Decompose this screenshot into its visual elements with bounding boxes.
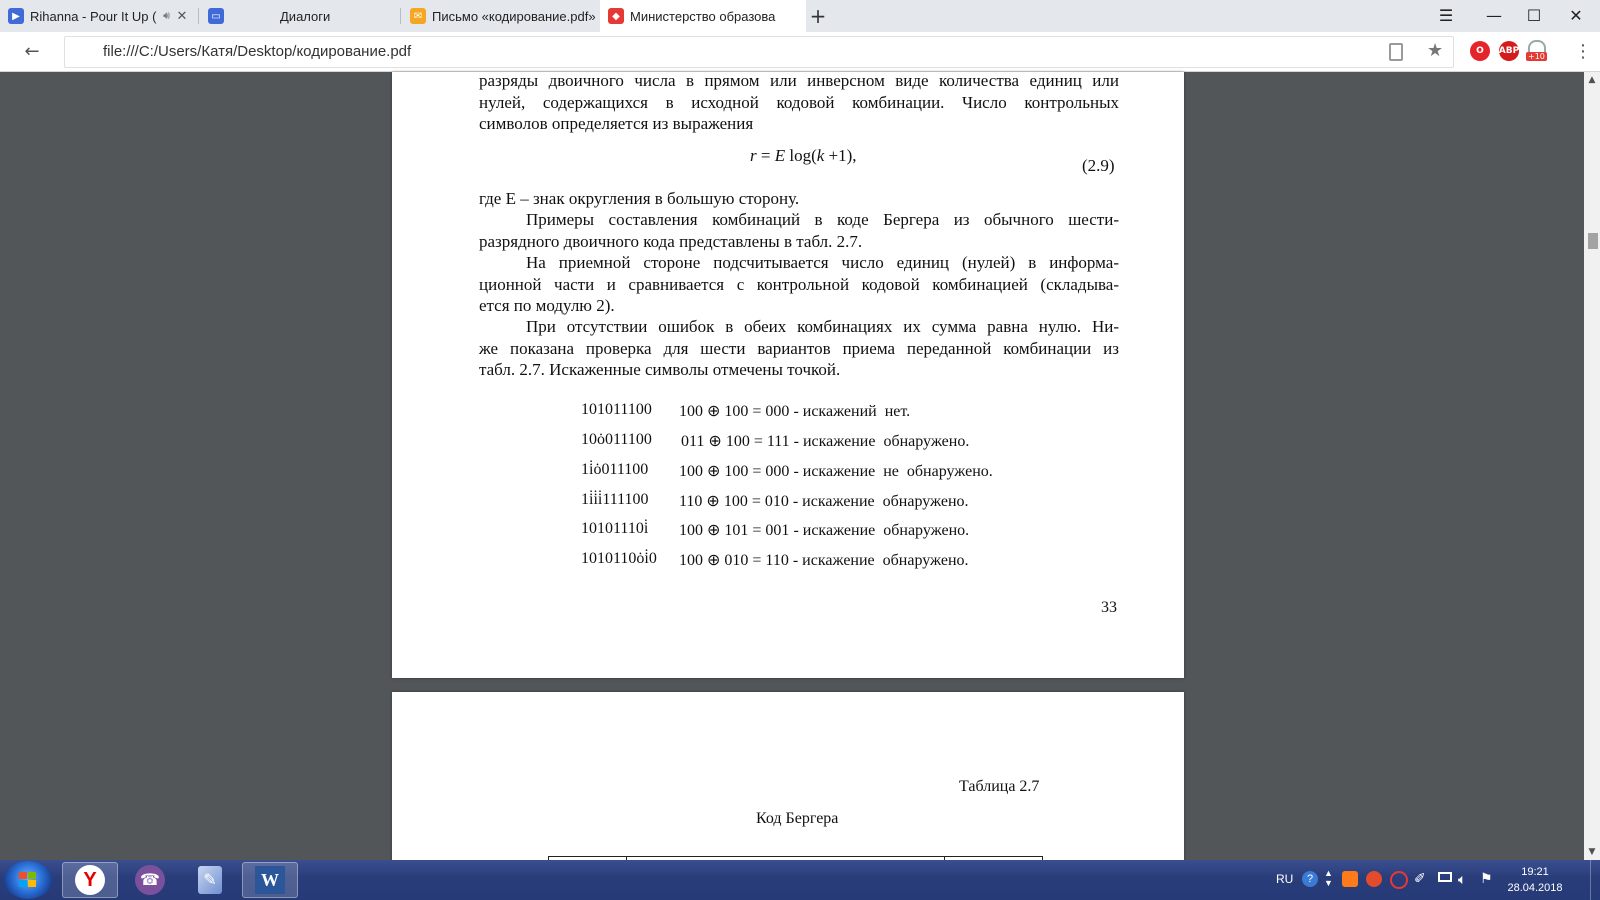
viber-icon: ☎ xyxy=(135,865,165,895)
tab-ministry[interactable] xyxy=(600,0,806,32)
paragraph-receiver xyxy=(479,252,1119,317)
text-line: Примеры составления комбинаций в коде Бергера из обычного шести- xyxy=(526,210,1119,229)
text-line: разрядного двоичного кода представлены в табл. 2.7. xyxy=(479,231,863,251)
language-indicator[interactable]: RU xyxy=(1276,872,1294,886)
text-line: же показана проверка для шести вариантов приема переданной комбинации из xyxy=(479,338,1119,358)
volume-icon[interactable]: 🔈︎ xyxy=(1458,871,1467,887)
taskbar-yandex-browser[interactable] xyxy=(62,862,118,898)
word-icon: W xyxy=(255,866,285,894)
tab-title: Письмо «кодирование.pdf» xyxy=(432,8,596,24)
equation-number: (2.9) xyxy=(1082,156,1115,175)
text-line: На приемной стороне подсчитывается число единиц (нулей) в информа- xyxy=(526,253,1119,272)
tab-dialogs[interactable] xyxy=(200,0,398,32)
scroll-down-arrow-icon[interactable]: ▼ xyxy=(1588,847,1596,857)
where-line xyxy=(479,188,1119,210)
clock-time: 19:21 xyxy=(1521,866,1549,878)
show-desktop-button[interactable] xyxy=(1590,860,1600,900)
text-line: символов определяется из выражения xyxy=(479,114,754,133)
action-center-flag-icon[interactable]: ⚑ xyxy=(1480,870,1493,886)
close-button[interactable]: ✕ xyxy=(1569,6,1583,25)
opera-vpn-icon[interactable]: O xyxy=(1470,41,1490,61)
check-row: 101011100 xyxy=(581,401,652,418)
scrollbar-thumb[interactable] xyxy=(1588,233,1598,249)
tab-bar xyxy=(0,0,1600,32)
table-caption: Таблица 2.7 xyxy=(959,778,1040,795)
text-line: табл. 2.7. Искаженные символы отмечены точкой. xyxy=(479,360,841,379)
check-row-calc: 110 ⊕ 100 = 010 - искажение обнаружено. xyxy=(679,493,969,510)
text-line: где E – знак округления в большую сторону. xyxy=(479,189,800,208)
adblock-icon[interactable]: ABP xyxy=(1499,41,1519,61)
tab-mail[interactable] xyxy=(402,0,598,32)
minimize-button[interactable]: — xyxy=(1486,6,1502,25)
address-row xyxy=(0,32,1600,72)
bookmark-star-icon[interactable]: ★ xyxy=(1427,40,1444,61)
windows-taskbar xyxy=(0,860,1600,900)
yandex-icon: Y xyxy=(75,865,105,895)
close-tab-icon[interactable]: ✕ xyxy=(176,8,188,23)
address-bar[interactable] xyxy=(64,36,1454,68)
clock-date: 28.04.2018 xyxy=(1507,882,1563,894)
more-menu-icon[interactable]: ⋮ xyxy=(1574,41,1592,62)
pdf-icon: ◆ xyxy=(608,8,624,24)
maximize-button[interactable]: ☐ xyxy=(1526,6,1542,25)
speaker-icon[interactable]: 🔊︎ xyxy=(163,9,170,22)
text-line: При отсутствии ошибок в обеих комбинациях их сумма равна нулю. Ни- xyxy=(526,317,1119,336)
play-icon: ▶ xyxy=(8,8,24,24)
check-row-calc: 100 ⊕ 101 = 001 - искажение обнаружено. xyxy=(679,522,970,539)
text-line: ется по модулю 2). xyxy=(479,296,615,315)
back-button[interactable]: ← xyxy=(24,41,40,62)
scroll-up-arrow-icon[interactable]: ▲ xyxy=(1588,75,1596,85)
mail-icon: ✉ xyxy=(410,8,426,24)
start-button[interactable] xyxy=(4,861,52,899)
tray-antivirus-icon[interactable] xyxy=(1390,871,1408,889)
extension-badge: +10 xyxy=(1528,52,1545,61)
check-row: 10101110i̇ xyxy=(581,520,649,537)
app-icon: ✎ xyxy=(198,866,222,894)
new-tab-button[interactable]: + xyxy=(809,4,827,28)
taskbar-word[interactable] xyxy=(242,862,298,898)
taskbar-app[interactable] xyxy=(182,862,238,898)
page-info-icon[interactable] xyxy=(1389,43,1403,61)
url-text[interactable]: file:///C:/Users/Катя/Desktop/кодирование.pdf xyxy=(103,43,412,60)
formula-2-9: r = E log(k +1), xyxy=(750,146,857,165)
help-icon[interactable]: ? xyxy=(1302,871,1318,887)
paragraph-no-errors xyxy=(479,316,1119,381)
text-line: разряды двоичного числа в прямом или инверсном виде количества единиц или xyxy=(479,72,1119,90)
text-line: ционной части и сравнивается с контрольной кодовой комбинацией (складыва- xyxy=(479,274,1119,294)
page-number: 33 xyxy=(1101,599,1117,616)
browser-menu-icon[interactable]: ☰ xyxy=(1438,6,1454,25)
check-row: 10ȯ011100 xyxy=(581,431,652,448)
text-line: нулей, содержащихся в исходной кодовой комбинации. Число контрольных xyxy=(479,92,1119,112)
check-row: 1i̇ȯ011100 xyxy=(581,461,649,478)
tab-title: Министерство образова xyxy=(630,8,776,24)
paragraph-examples xyxy=(479,209,1119,252)
check-row-calc: 100 ⊕ 100 = 000 - искажений нет. xyxy=(679,403,911,420)
chat-icon: ▭ xyxy=(208,8,224,24)
check-row-calc: 011 ⊕ 100 = 111 - искажение обнаружено. xyxy=(681,433,970,450)
network-icon[interactable] xyxy=(1438,872,1452,882)
table-title: Код Бергера xyxy=(756,810,839,827)
tray-expand-icon[interactable]: ▲ ▼ xyxy=(1324,868,1333,888)
check-row: 1i̇i̇i̇111100 xyxy=(581,491,649,508)
tab-title: Rihanna - Pour It Up ( xyxy=(30,8,157,24)
tray-app-icon[interactable] xyxy=(1366,871,1382,887)
tray-pen-icon[interactable]: ✐ xyxy=(1414,870,1426,886)
check-row-calc: 100 ⊕ 100 = 000 - искажение не обнаружено. xyxy=(679,463,993,480)
intro-paragraph xyxy=(479,72,1119,135)
pdf-page-33 xyxy=(392,72,1184,678)
taskbar-viber[interactable] xyxy=(122,862,178,898)
tray-app-icon[interactable] xyxy=(1342,871,1358,887)
system-clock[interactable] xyxy=(1500,864,1570,896)
check-row-calc: 100 ⊕ 010 = 110 - искажение обнаружено. xyxy=(679,552,969,569)
table-top-border xyxy=(548,856,1043,857)
extension-icon[interactable] xyxy=(1526,38,1548,62)
windows-logo-icon xyxy=(19,872,37,888)
check-row: 1010110ȯi̇0 xyxy=(581,550,657,567)
vertical-scrollbar[interactable] xyxy=(1584,72,1600,860)
tab-title: Диалоги xyxy=(280,8,331,24)
tab-rihanna[interactable] xyxy=(0,0,196,32)
